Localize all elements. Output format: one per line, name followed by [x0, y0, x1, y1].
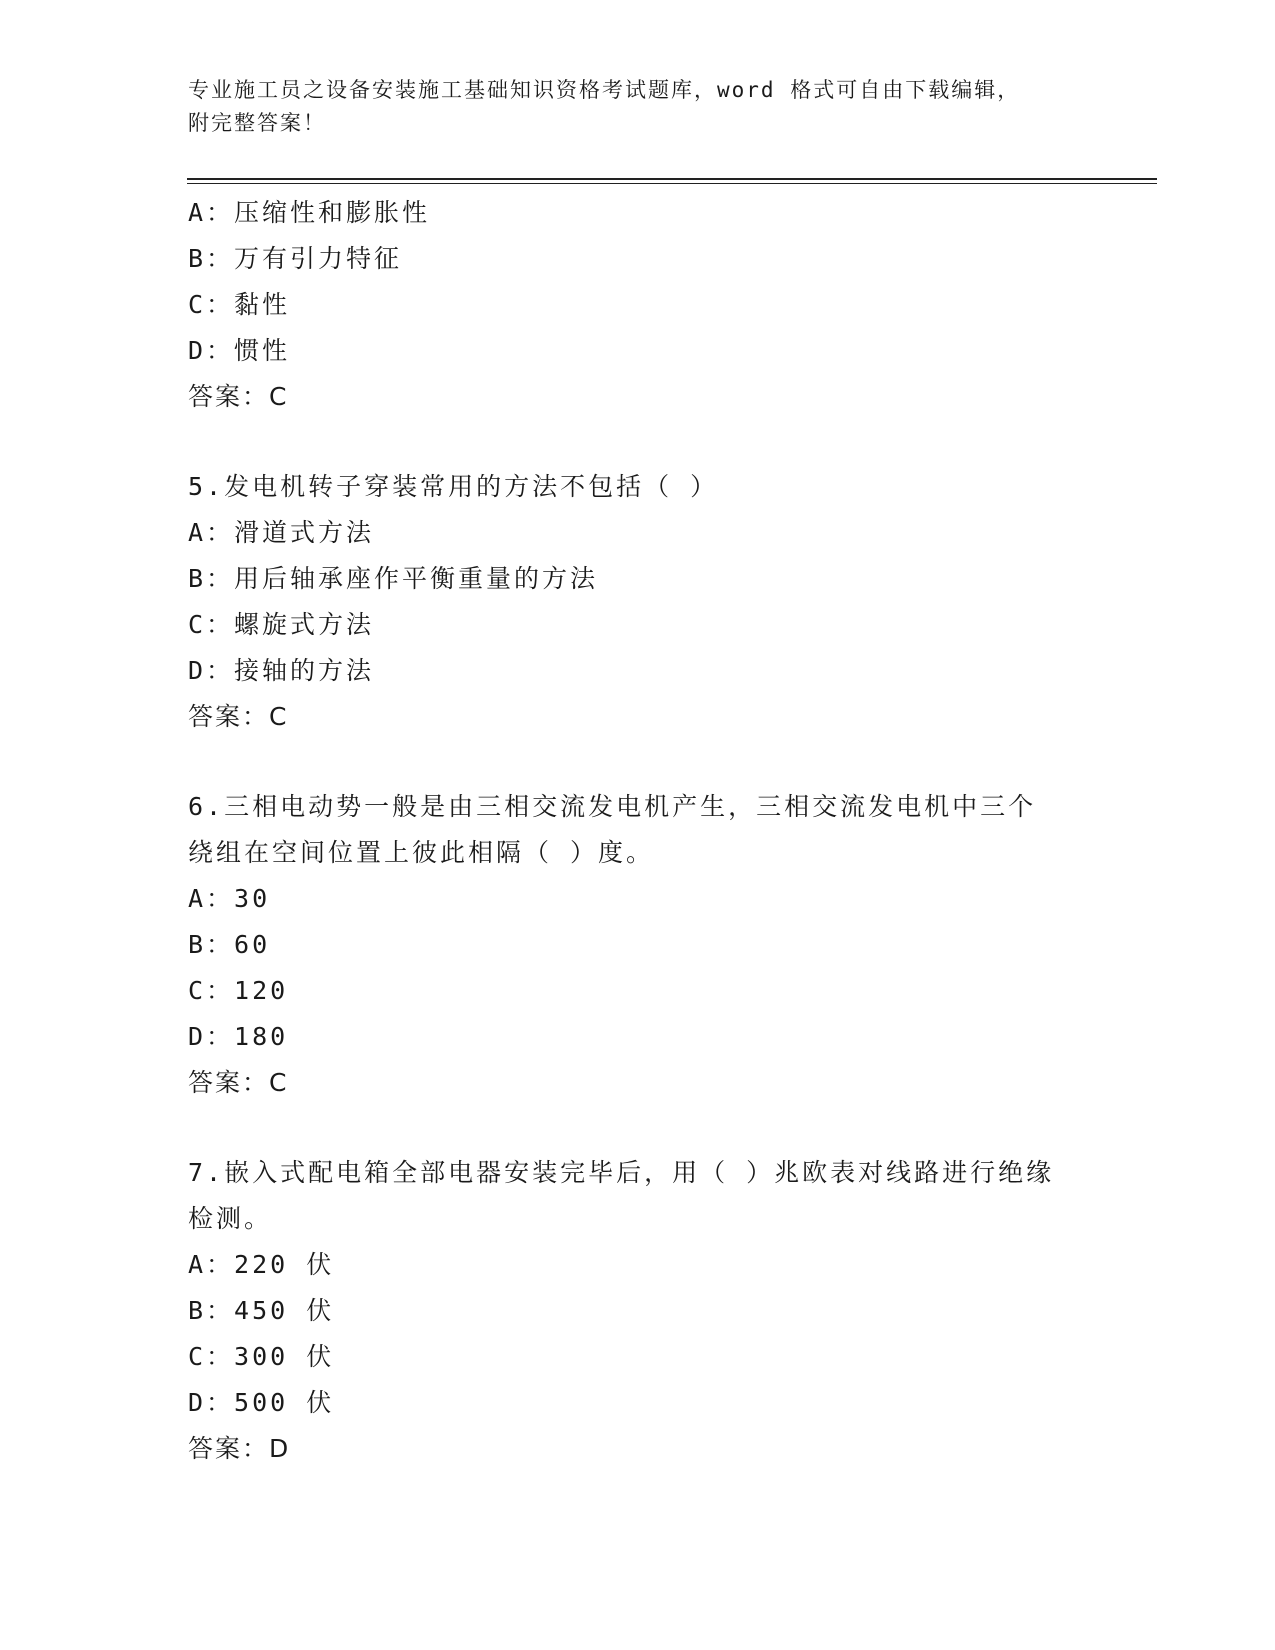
- option-c: C：黏性: [188, 290, 291, 319]
- question-5: [188, 464, 1088, 740]
- option-a: A：滑道式方法: [188, 518, 375, 547]
- option-b: B：450 伏: [188, 1296, 335, 1325]
- option-c: C：螺旋式方法: [188, 610, 375, 639]
- answer-text: 答案：C: [188, 382, 289, 411]
- answer-text: 答案：C: [188, 1068, 289, 1097]
- option-b: B：用后轴承座作平衡重量的方法: [188, 564, 599, 593]
- option-d: D：180: [188, 1022, 289, 1051]
- question-text-line-2: 绕组在空间位置上彼此相隔（ ）度。: [188, 838, 655, 867]
- question-4: [188, 190, 1088, 420]
- header-divider-thick: [187, 178, 1157, 180]
- option-c: C：300 伏: [188, 1342, 335, 1371]
- option-a: A：220 伏: [188, 1250, 335, 1279]
- document-header: [188, 74, 1088, 140]
- spacer: [188, 740, 1088, 784]
- header-line-2: 附完整答案！: [188, 111, 326, 135]
- question-text-line-1: 6.三相电动势一般是由三相交流发电机产生，三相交流发电机中三个: [188, 792, 1037, 821]
- question-7: [188, 1150, 1088, 1472]
- question-6: [188, 784, 1088, 1106]
- option-c: C：120: [188, 976, 289, 1005]
- question-list: [188, 190, 1088, 1472]
- option-a: A：30: [188, 884, 271, 913]
- question-text-line-1: 7.嵌入式配电箱全部电器安装完毕后，用（ ）兆欧表对线路进行绝缘: [188, 1158, 1055, 1187]
- spacer: [188, 1106, 1088, 1150]
- option-b: B：60: [188, 930, 271, 959]
- question-text: 5.发电机转子穿装常用的方法不包括（ ）: [188, 472, 719, 501]
- option-d: D：惯性: [188, 336, 291, 365]
- header-divider-thin: [187, 183, 1157, 184]
- answer-text: 答案：D: [188, 1434, 291, 1463]
- question-text-line-2: 检测。: [188, 1204, 273, 1233]
- option-a: A：压缩性和膨胀性: [188, 198, 431, 227]
- option-b: B：万有引力特征: [188, 244, 403, 273]
- spacer: [188, 420, 1088, 464]
- answer-text: 答案：C: [188, 702, 289, 731]
- header-line-1: 专业施工员之设备安装施工基础知识资格考试题库，word 格式可自由下载编辑，: [188, 78, 1021, 102]
- option-d: D：500 伏: [188, 1388, 335, 1417]
- option-d: D：接轴的方法: [188, 656, 375, 685]
